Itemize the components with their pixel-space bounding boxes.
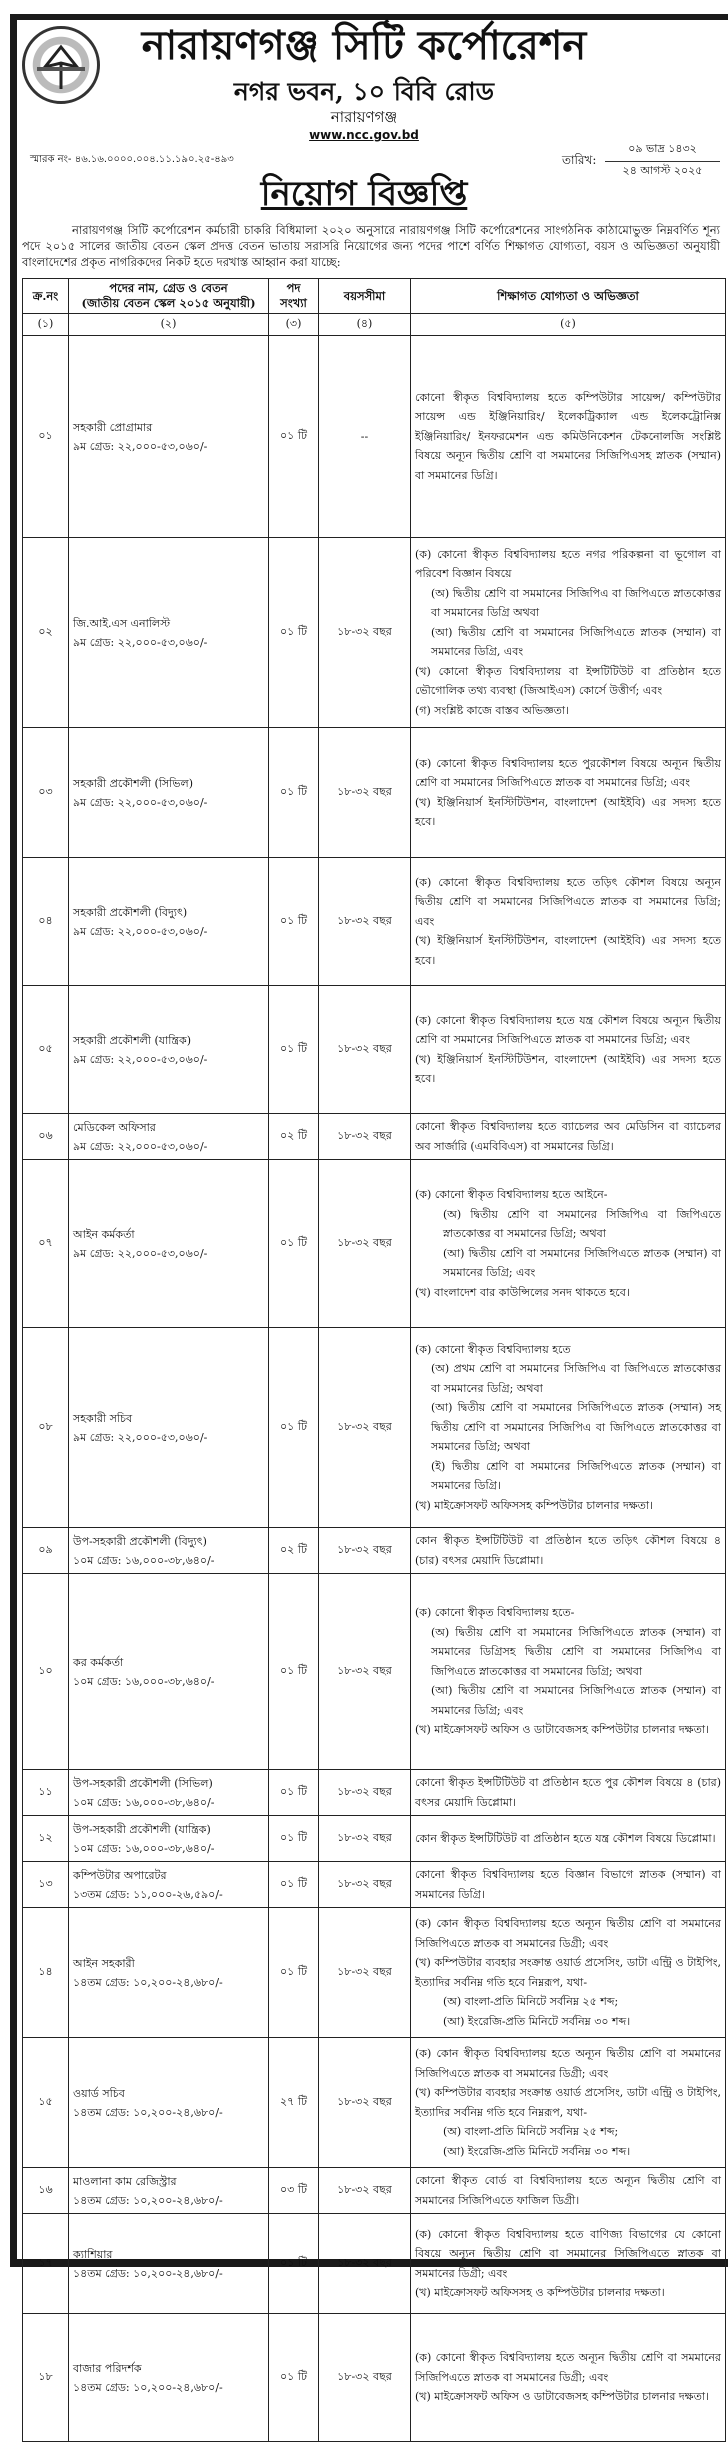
serial-number: ১০ bbox=[23, 1574, 69, 1770]
post-count: ০১ টি bbox=[269, 1328, 319, 1528]
age-limit: ১৮-৩২ বছর bbox=[319, 1574, 411, 1770]
date-english: ২৪ আগস্ট ২০২৫ bbox=[622, 164, 703, 177]
post-name: সহকারী প্রকৌশলী (বিদ্যুৎ) bbox=[73, 905, 188, 919]
qualification-line: (খ) মাইক্রোসফট অফিসসহ কম্পিউটার চালনার দক্ষতা। bbox=[415, 1498, 654, 1512]
age-limit: ১৮-৩২ বছর bbox=[319, 1114, 411, 1160]
qualification-cell bbox=[411, 2168, 726, 2214]
qualification-cell bbox=[411, 986, 726, 1114]
post-name: কর কর্মকর্তা bbox=[73, 1655, 124, 1669]
qualification-line: (ক) কোনো স্বীকৃত বিশ্ববিদ্যালয় হতে যন্ত্র কৌশল বিষয়ে অন্যূন দ্বিতীয় শ্রেণি বা সমমানের সিজিপিএতে স্নাতক বা সমমানের ডিগ্রি; এবং bbox=[415, 1013, 721, 1046]
post-cell bbox=[69, 728, 269, 858]
qualification-line: (আ) দ্বিতীয় শ্রেণি বা সমমানের সিজিপিএতে স্নাতক (সম্মান) বা সমমানের ডিগ্রি; এবং bbox=[431, 1684, 721, 1717]
age-limit: ১৮-৩২ বছর bbox=[319, 2314, 411, 2442]
post-count: ০১ টি bbox=[269, 1908, 319, 2038]
age-limit: ১৮-৩২ বছর bbox=[319, 1908, 411, 2038]
table-row bbox=[23, 1328, 726, 1528]
qualification-line: (খ) কম্পিউটার ব্যবহার সংক্রান্ত ওয়ার্ড প্রসেসিং, ডাটা এন্ট্রি ও টাইপিং, ইত্যাদির সর্বনিম্ন গতি হবে নিম্নরূপ, যথা- bbox=[415, 2086, 721, 2119]
table-row bbox=[23, 1908, 726, 2038]
table-row bbox=[23, 2038, 726, 2168]
header-post-scale: (জাতীয় বেতন স্কেল ২০১৫ অনুযায়ী) bbox=[81, 296, 256, 310]
qualification-cell bbox=[411, 336, 726, 538]
post-name: উপ-সহকারী প্রকৌশলী (বিদ্যুৎ) bbox=[73, 1534, 207, 1548]
qualification-line: (অ) বাংলা-প্রতি মিনিটে সর্বনিম্ন ২৫ শব্দ; bbox=[443, 2125, 619, 2138]
post-cell bbox=[69, 1574, 269, 1770]
qualification-line: কোনো স্বীকৃত বিশ্ববিদ্যালয় হতে বিজ্ঞান বিভাগে স্নাতক (সম্মান) বা সমমানের ডিগ্রি। bbox=[415, 1868, 721, 1901]
qualification-line: (অ) বাংলা-প্রতি মিনিটে সর্বনিম্ন ২৫ শব্দ; bbox=[443, 1995, 619, 2008]
table-row bbox=[23, 1816, 726, 1862]
qualification-cell bbox=[411, 858, 726, 986]
qualification-line: কোনো স্বীকৃত বিশ্ববিদ্যালয় হতে কম্পিউটার সায়েন্স/ কম্পিউটার সায়েন্স এন্ড ইঞ্জিনিয়ারিং/ ইলেকট্রিক্যাল এন্ড ইলেকট্রোনিক্স ইঞ্জিনিয়ারিং/ ইনফরমেশন এন্ড কমিউনিকেশন টেকনোলজি সংশ্লিষ্ট বিষয়ে অন্যূন দ্বিতীয় শ্রেণি বা সমমানের সিজিপিএসহ স্নাতক (সম্মান) বা সমমানের ডিগ্রি। bbox=[415, 390, 721, 482]
table-row bbox=[23, 1574, 726, 1770]
table-row bbox=[23, 728, 726, 858]
qualification-line: (ক) কোনো স্বীকৃত বিশ্ববিদ্যালয় হতে bbox=[415, 1342, 571, 1356]
qualification-line: কোনো স্বীকৃত ইন্সটিটিউট বা প্রতিষ্ঠান হতে পুর কৌশল বিষয়ে ৪ (চার) বৎসর মেয়াদি ডিপ্লোমা। bbox=[415, 1776, 721, 1809]
post-count: ০১ টি bbox=[269, 1574, 319, 1770]
post-name: সহকারী প্রোগ্রামার bbox=[73, 420, 153, 434]
post-name: উপ-সহকারী প্রকৌশলী (যান্ত্রিক) bbox=[73, 1822, 211, 1836]
qualification-line: (ক) কোন স্বীকৃত বিশ্ববিদ্যালয় হতে অন্যূন দ্বিতীয় শ্রেণি বা সমমানের সিজিপিএতে স্নাতক বা সমমানের ডিগ্রী; এবং bbox=[415, 1917, 721, 1950]
post-grade-salary: ১০ম গ্রেড: ১৬,০০০-৩৮,৬৪০/- bbox=[73, 1553, 215, 1567]
serial-number: ০১ bbox=[23, 336, 69, 538]
qualification-line: (অ) দ্বিতীয় শ্রেণি বা সমমানের সিজিপিএতে স্নাতক (সম্মান) বা সমমানের ডিগ্রিসহ দ্বিতীয় শ্রেণি বা সমমানের সিজিপিএ বা জিপিএতে স্নাতকোত্তর বা সমমানের ডিগ্রি; অথবা bbox=[431, 1625, 721, 1678]
age-limit: ১৮-৩২ বছর bbox=[319, 728, 411, 858]
post-count: ০১ টি bbox=[269, 2214, 319, 2314]
qualification-cell bbox=[411, 728, 726, 858]
post-cell bbox=[69, 1528, 269, 1574]
post-grade-salary: ৯ম গ্রেড: ২২,০০০-৫৩,০৬০/- bbox=[73, 1246, 208, 1260]
post-grade-salary: ৯ম গ্রেড: ২২,০০০-৫৩,০৬০/- bbox=[73, 1052, 208, 1066]
post-name: সহকারী প্রকৌশলী (যান্ত্রিক) bbox=[73, 1033, 192, 1047]
serial-number: ০২ bbox=[23, 538, 69, 728]
qualification-line: (অ) দ্বিতীয় শ্রেণি বা সমমানের সিজিপিএ বা জিপিএতে স্নাতকোত্তর বা সমমানের ডিগ্রি; অথবা bbox=[443, 1207, 721, 1240]
notice-intro: নারায়ণগঞ্জ সিটি কর্পোরেশন কর্মচারী চাকরি বিধিমালা ২০২০ অনুসারে নারায়ণগঞ্জ সিটি কর্পোরেশনের সাংগঠনিক কাঠামোভুক্ত নিম্নবর্ণিত শূন্য পদে ২০১৫ সালের জাতীয় বেতন স্কেল প্রদত্ত বেতন ভাতায় সরাসরি নিয়োগের জন্য পদের পাশে বর্ণিত শিক্ষাগত যোগ্যতা, বয়স ও অভিজ্ঞতা অনুযায়ী বাংলাদেশের প্রকৃত নাগরিকদের নিকট হতে দরখাস্ত আহ্বান করা যাচ্ছে: bbox=[22, 223, 720, 269]
qualification-line: (ক) কোনো স্বীকৃত বিশ্ববিদ্যালয় হতে পুরকৌশল বিষয়ে অন্যূন দ্বিতীয় শ্রেণি বা সমমানের সিজিপিএতে স্নাতক বা সমমানের ডিগ্রি; এবং bbox=[415, 756, 721, 789]
qualification-line: (গ) সংশ্লিষ্ট কাজে বাস্তব অভিজ্ঞতা। bbox=[415, 703, 569, 717]
age-limit: ১৮-৩২ বছর bbox=[319, 2168, 411, 2214]
serial-number: ১১ bbox=[23, 1770, 69, 1816]
post-grade-salary: ৯ম গ্রেড: ২২,০০০-৫৩,০৬০/- bbox=[73, 924, 208, 938]
post-grade-salary: ১৩তম গ্রেড: ১১,০০০-২৬,৫৯০/- bbox=[73, 1887, 223, 1901]
col-number: (১) bbox=[23, 314, 69, 336]
header-serial: ক্র.নং bbox=[23, 279, 69, 314]
post-cell bbox=[69, 1770, 269, 1816]
qualification-cell bbox=[411, 2214, 726, 2314]
qualification-line: (ক) কোনো স্বীকৃত বিশ্ববিদ্যালয় হতে তড়িৎ কৌশল বিষয়ে অন্যূন দ্বিতীয় শ্রেণি বা সমমানের সিজিপিএতে স্নাতক বা সমমানের ডিগ্রি; এবং bbox=[415, 875, 721, 928]
qualification-cell bbox=[411, 1816, 726, 1862]
qualification-line: কোন স্বীকৃত ইন্সটিটিউট বা প্রতিষ্ঠান হতে যন্ত্র কৌশল বিষয়ে ডিপ্লোমা। bbox=[415, 1831, 716, 1845]
qualification-line: (ক) কোন স্বীকৃত বিশ্ববিদ্যালয় হতে অন্যূন দ্বিতীয় শ্রেণি বা সমমানের সিজিপিএতে স্নাতক বা সমমানের ডিগ্রী; এবং bbox=[415, 2047, 721, 2080]
post-count: ০১ টি bbox=[269, 1160, 319, 1328]
serial-number: ১৮ bbox=[23, 2314, 69, 2442]
qualification-line: কোনো স্বীকৃত বোর্ড বা বিশ্ববিদ্যালয় হতে অন্যূন দ্বিতীয় শ্রেণি বা সমমানের সিজিপিএতে ফাজিল ডিগ্রী। bbox=[415, 2174, 721, 2207]
qualification-cell bbox=[411, 1328, 726, 1528]
table-header-row bbox=[23, 279, 726, 314]
website-link[interactable]: www.ncc.gov.bd bbox=[309, 128, 419, 142]
post-count: ০৩ টি bbox=[269, 2168, 319, 2214]
serial-number: ১৭ bbox=[23, 2214, 69, 2314]
post-cell bbox=[69, 986, 269, 1114]
post-cell bbox=[69, 1114, 269, 1160]
post-cell bbox=[69, 2038, 269, 2168]
qualification-cell bbox=[411, 2314, 726, 2442]
qualification-line: (খ) কম্পিউটার ব্যবহার সংক্রান্ত ওয়ার্ড প্রসেসিং, ডাটা এন্ট্রি ও টাইপিং, ইত্যাদির সর্বনিম্ন গতি হবে নিম্নরূপ, যথা- bbox=[415, 1956, 721, 1989]
post-name: জি.আই.এস এনালিস্ট bbox=[73, 616, 171, 630]
qualification-cell bbox=[411, 1160, 726, 1328]
age-limit: ১৮-৩২ বছর bbox=[319, 1816, 411, 1862]
post-name: সহকারী সচিব bbox=[73, 1411, 133, 1425]
header-qualification: শিক্ষাগত যোগ্যতা ও অভিজ্ঞতা bbox=[411, 279, 726, 314]
serial-number: ১৪ bbox=[23, 1908, 69, 2038]
post-cell bbox=[69, 2214, 269, 2314]
post-cell bbox=[69, 2168, 269, 2214]
post-grade-salary: ১৪তম গ্রেড: ১০,২০০-২৪,৬৮০/- bbox=[73, 2105, 223, 2119]
post-name: উপ-সহকারী প্রকৌশলী (সিভিল) bbox=[73, 1776, 213, 1790]
serial-number: ১৫ bbox=[23, 2038, 69, 2168]
qualification-line: (আ) ইংরেজি-প্রতি মিনিটে সর্বনিম্ন ৩০ শব্দ। bbox=[443, 2014, 631, 2028]
age-limit: ১৮-৩২ বছর bbox=[319, 538, 411, 728]
organization-title: নারায়ণগঞ্জ সিটি কর্পোরেশন bbox=[141, 22, 587, 69]
post-cell bbox=[69, 336, 269, 538]
col-number: (৪) bbox=[319, 314, 411, 336]
post-name: বাজার পরিদর্শক bbox=[73, 2361, 142, 2375]
date-bangla: ০৯ ভাদ্র ১৪৩২ bbox=[605, 140, 720, 162]
age-limit: ১৮-৩২ বছর bbox=[319, 2214, 411, 2314]
qualification-cell bbox=[411, 538, 726, 728]
post-name: আইন কর্মকর্তা bbox=[73, 1227, 135, 1241]
age-limit: ১৮-৩২ বছর bbox=[319, 1770, 411, 1816]
age-limit: ১৮-৩২ বছর bbox=[319, 1528, 411, 1574]
age-limit: -- bbox=[319, 336, 411, 538]
post-name: মেডিকেল অফিসার bbox=[73, 1120, 156, 1134]
post-cell bbox=[69, 1816, 269, 1862]
post-grade-salary: ১০ম গ্রেড: ১৬,০০০-৩৮,৬৪০/- bbox=[73, 1841, 215, 1855]
organization-address: নগর ভবন, ১০ বিবি রোড bbox=[233, 77, 495, 106]
qualification-line: (খ) মাইক্রোসফট অফিসসহ ও কম্পিউটার চালনার দক্ষতা। bbox=[415, 2286, 665, 2299]
qualification-cell bbox=[411, 2038, 726, 2168]
table-row bbox=[23, 2214, 726, 2314]
post-grade-salary: ৯ম গ্রেড: ২২,০০০-৫৩,০৬০/- bbox=[73, 795, 208, 809]
post-grade-salary: ৯ম গ্রেড: ২২,০০০-৫৩,০৬০/- bbox=[73, 1430, 208, 1444]
qualification-line: (খ) কোনো স্বীকৃত বিশ্ববিদ্যালয় বা ইন্সটিটিউট বা প্রতিষ্ঠান হতে ভৌগোলিক তথ্য ব্যবস্থা (জিআইএস) কোর্সে উত্তীর্ণ; এবং bbox=[415, 664, 721, 698]
post-grade-salary: ১০ম গ্রেড: ১৬,০০০-৩৮,৬৪০/- bbox=[73, 1795, 215, 1809]
qualification-cell bbox=[411, 1770, 726, 1816]
post-count: ০১ টি bbox=[269, 1770, 319, 1816]
header-age: বয়সসীমা bbox=[319, 279, 411, 314]
post-count: ০১ টি bbox=[269, 336, 319, 538]
post-count: ০২ টি bbox=[269, 1528, 319, 1574]
post-grade-salary: ১০ম গ্রেড: ১৬,০০০-৩৮,৬৪০/- bbox=[73, 1674, 215, 1688]
post-count: ০১ টি bbox=[269, 1816, 319, 1862]
qualification-line: (ক) কোনো স্বীকৃত বিশ্ববিদ্যালয় হতে- bbox=[415, 1606, 575, 1620]
qualification-line: (খ) ইঞ্জিনিয়ার্স ইনস্টিটিউশন, বাংলাদেশ (আইইবি) এর সদস্য হতে হবে। bbox=[415, 1052, 721, 1085]
serial-number: ০৮ bbox=[23, 1328, 69, 1528]
qualification-line: কোন স্বীকৃত ইন্সটিটিউট বা প্রতিষ্ঠান হতে তড়িৎ কৌশল বিষয়ে ৪ (চার) বৎসর মেয়াদি ডিপ্লোমা। bbox=[415, 1534, 721, 1567]
organization-city: নারায়ণগঞ্জ bbox=[330, 108, 398, 126]
table-row bbox=[23, 1114, 726, 1160]
age-limit: ১৮-৩২ বছর bbox=[319, 1862, 411, 1908]
qualification-line: (আ) দ্বিতীয় শ্রেণি বা সমমানের সিজিপিএতে স্নাতক (সম্মান) বা সমমানের ডিগ্রি; এবং bbox=[443, 1246, 721, 1279]
col-number: (৫) bbox=[411, 314, 726, 336]
table-row bbox=[23, 1770, 726, 1816]
post-grade-salary: ১৪তম গ্রেড: ১০,২০০-২৪,৬৮০/- bbox=[73, 1975, 223, 1989]
serial-number: ০৬ bbox=[23, 1114, 69, 1160]
serial-number: ০৫ bbox=[23, 986, 69, 1114]
vacancy-rows bbox=[23, 336, 726, 2442]
post-cell bbox=[69, 1328, 269, 1528]
qualification-cell bbox=[411, 1114, 726, 1160]
post-grade-salary: ১৪তম গ্রেড: ১০,২০০-২৪,৬৮০/- bbox=[73, 2266, 223, 2280]
qualification-line: (ক) কোনো স্বীকৃত বিশ্ববিদ্যালয় হতে বাণিজ্য বিভাগের যে কোনো বিষয়ে অন্যূন দ্বিতীয় শ্রেণি বা সমমানের সিজিপিএতে স্নাতক বা সমমানের ডিগ্রী; এবং bbox=[415, 2227, 721, 2280]
post-cell bbox=[69, 1160, 269, 1328]
post-cell bbox=[69, 538, 269, 728]
post-name: ক্যাশিয়ার bbox=[73, 2247, 113, 2261]
post-name: কম্পিউটার অপারেটর bbox=[73, 1868, 167, 1882]
qualification-line: (খ) মাইক্রোসফট অফিস ও ডাটাবেজসহ কম্পিউটার চালনার দক্ষতা। bbox=[415, 1723, 709, 1737]
post-cell bbox=[69, 2314, 269, 2442]
serial-number: ১২ bbox=[23, 1816, 69, 1862]
post-name: সহকারী প্রকৌশলী (সিভিল) bbox=[73, 776, 193, 790]
qualification-cell bbox=[411, 1908, 726, 2038]
qualification-line: (ই) দ্বিতীয় শ্রেণি বা সমমানের সিজিপিএতে স্নাতক (সম্মান) বা সমমানের ডিগ্রি। bbox=[431, 1459, 721, 1493]
serial-number: ১৩ bbox=[23, 1862, 69, 1908]
post-cell bbox=[69, 858, 269, 986]
table-row bbox=[23, 1862, 726, 1908]
post-grade-salary: ৯ম গ্রেড: ২২,০০০-৫৩,০৬০/- bbox=[73, 635, 208, 649]
post-name: মাওলানা কাম রেজিস্ট্রার bbox=[73, 2174, 177, 2188]
qualification-line: (ক) কোনো স্বীকৃত বিশ্ববিদ্যালয় হতে আইনে- bbox=[415, 1188, 608, 1201]
qualification-line: (অ) দ্বিতীয় শ্রেণি বা সমমানের সিজিপিএ বা জিপিএতে স্নাতকোত্তর বা সমমানের ডিগ্রি অথবা bbox=[431, 586, 721, 620]
post-name: আইন সহকারী bbox=[73, 1956, 135, 1970]
age-limit: ১৮-৩২ বছর bbox=[319, 2038, 411, 2168]
age-limit: ১৮-৩২ বছর bbox=[319, 858, 411, 986]
table-row bbox=[23, 1528, 726, 1574]
post-count: ২৭ টি bbox=[269, 2038, 319, 2168]
qualification-line: (অ) প্রথম শ্রেণি বা সমমানের সিজিপিএ বা জিপিএতে স্নাতকোত্তর বা সমমানের ডিগ্রি; অথবা bbox=[431, 1362, 721, 1395]
qualification-cell bbox=[411, 1574, 726, 1770]
column-number-row bbox=[23, 314, 726, 336]
age-limit: ১৮-৩২ বছর bbox=[319, 1328, 411, 1528]
qualification-line: (আ) দ্বিতীয় শ্রেণি বা সমমানের সিজিপিএতে স্নাতক (সম্মান) বা সমমানের ডিগ্রি, এবং bbox=[431, 625, 721, 659]
post-count: ০১ টি bbox=[269, 2314, 319, 2442]
post-count: ০১ টি bbox=[269, 858, 319, 986]
post-cell bbox=[69, 1908, 269, 2038]
header-post-title: পদের নাম, গ্রেড ও বেতন bbox=[109, 281, 228, 295]
qualification-line: (ক) কোনো স্বীকৃত বিশ্ববিদ্যালয় হতে অন্যূন দ্বিতীয় শ্রেণি বা সমমানের সিজিপিএতে স্নাতক বা সমমানের ডিগ্রী; এবং bbox=[415, 2351, 721, 2384]
qualification-line: (খ) ইঞ্জিনিয়ার্স ইনস্টিটিউশন, বাংলাদেশ (আইইবি) এর সদস্য হতে হবে। bbox=[415, 795, 721, 828]
header-post bbox=[69, 279, 269, 314]
table-row bbox=[23, 2168, 726, 2214]
qualification-cell bbox=[411, 1862, 726, 1908]
qualification-line: (আ) দ্বিতীয় শ্রেণি বা সমমানের সিজিপিএতে স্নাতক (সম্মান) সহ দ্বিতীয় শ্রেণি বা সমমানের সিজিপিএ বা জিপিএতে স্নাতকোত্তর বা সমমানের ডিগ্রি; অথবা bbox=[431, 1401, 721, 1454]
serial-number: ০৩ bbox=[23, 728, 69, 858]
post-grade-salary: ৯ম গ্রেড: ২২,০০০-৫৩,০৬০/- bbox=[73, 1139, 208, 1153]
col-number: (২) bbox=[69, 314, 269, 336]
post-count: ০১ টি bbox=[269, 728, 319, 858]
post-count: ০২ টি bbox=[269, 1114, 319, 1160]
qualification-cell bbox=[411, 1528, 726, 1574]
qualification-line: (খ) মাইক্রোসফট অফিস ও ডাটাবেজসহ কম্পিউটার চালনার দক্ষতা। bbox=[415, 2390, 709, 2404]
table-row bbox=[23, 858, 726, 986]
notice-title: নিয়োগ বিজ্ঞপ্তি bbox=[260, 174, 468, 214]
post-grade-salary: ৯ম গ্রেড: ২২,০০০-৫৩,০৬০/- bbox=[73, 439, 208, 453]
age-limit: ১৮-৩২ বছর bbox=[319, 986, 411, 1114]
memo-reference: স্মারক নং- ৪৬.১৬.০০০০.০০৪.১১.১৯০.২৫-৪৯৩ bbox=[30, 154, 234, 165]
table-row bbox=[23, 538, 726, 728]
post-count: ০১ টি bbox=[269, 1862, 319, 1908]
qualification-line: (আ) ইংরেজি-প্রতি মিনিটে সর্বনিম্ন ৩০ শব্দ। bbox=[443, 2144, 631, 2158]
post-count: ০১ টি bbox=[269, 538, 319, 728]
serial-number: ১৬ bbox=[23, 2168, 69, 2214]
qualification-line: (ক) কোনো স্বীকৃত বিশ্ববিদ্যালয় হতে নগর পরিকল্পনা বা ভূগোল বা পরিবেশ বিজ্ঞান বিষয়ে bbox=[415, 547, 721, 581]
qualification-line: (খ) বাংলাদেশ বার কাউন্সিলের সনদ থাকতে হবে। bbox=[415, 1285, 630, 1299]
serial-number: ০৪ bbox=[23, 858, 69, 986]
serial-number: ০৯ bbox=[23, 1528, 69, 1574]
age-limit: ১৮-৩২ বছর bbox=[319, 1160, 411, 1328]
table-row bbox=[23, 2314, 726, 2442]
post-grade-salary: ১৪তম গ্রেড: ১০,২০০-২৪,৬৮০/- bbox=[73, 2193, 223, 2207]
post-name: ওয়ার্ড সচিব bbox=[73, 2086, 125, 2100]
post-grade-salary: ১৪তম গ্রেড: ১০,২০০-২৪,৬৮০/- bbox=[73, 2380, 223, 2394]
table-row bbox=[23, 1160, 726, 1328]
date-label: তারিখ: bbox=[562, 153, 597, 167]
table-row bbox=[23, 986, 726, 1114]
qualification-line: (খ) ইঞ্জিনিয়ার্স ইনস্টিটিউশন, বাংলাদেশ (আইইবি) এর সদস্য হতে হবে। bbox=[415, 934, 721, 967]
post-cell bbox=[69, 1862, 269, 1908]
vacancy-table bbox=[22, 278, 726, 2442]
table-row bbox=[23, 336, 726, 538]
col-number: (৩) bbox=[269, 314, 319, 336]
header-count: পদ সংখ্যা bbox=[269, 279, 319, 314]
post-count: ০১ টি bbox=[269, 986, 319, 1114]
qualification-line: কোনো স্বীকৃত বিশ্ববিদ্যালয় হতে ব্যাচেলর অব মেডিসিন বা ব্যাচেলর অব সার্জারি (এমবিবিএস) বা সমমানের ডিগ্রি। bbox=[415, 1120, 721, 1153]
serial-number: ০৭ bbox=[23, 1160, 69, 1328]
